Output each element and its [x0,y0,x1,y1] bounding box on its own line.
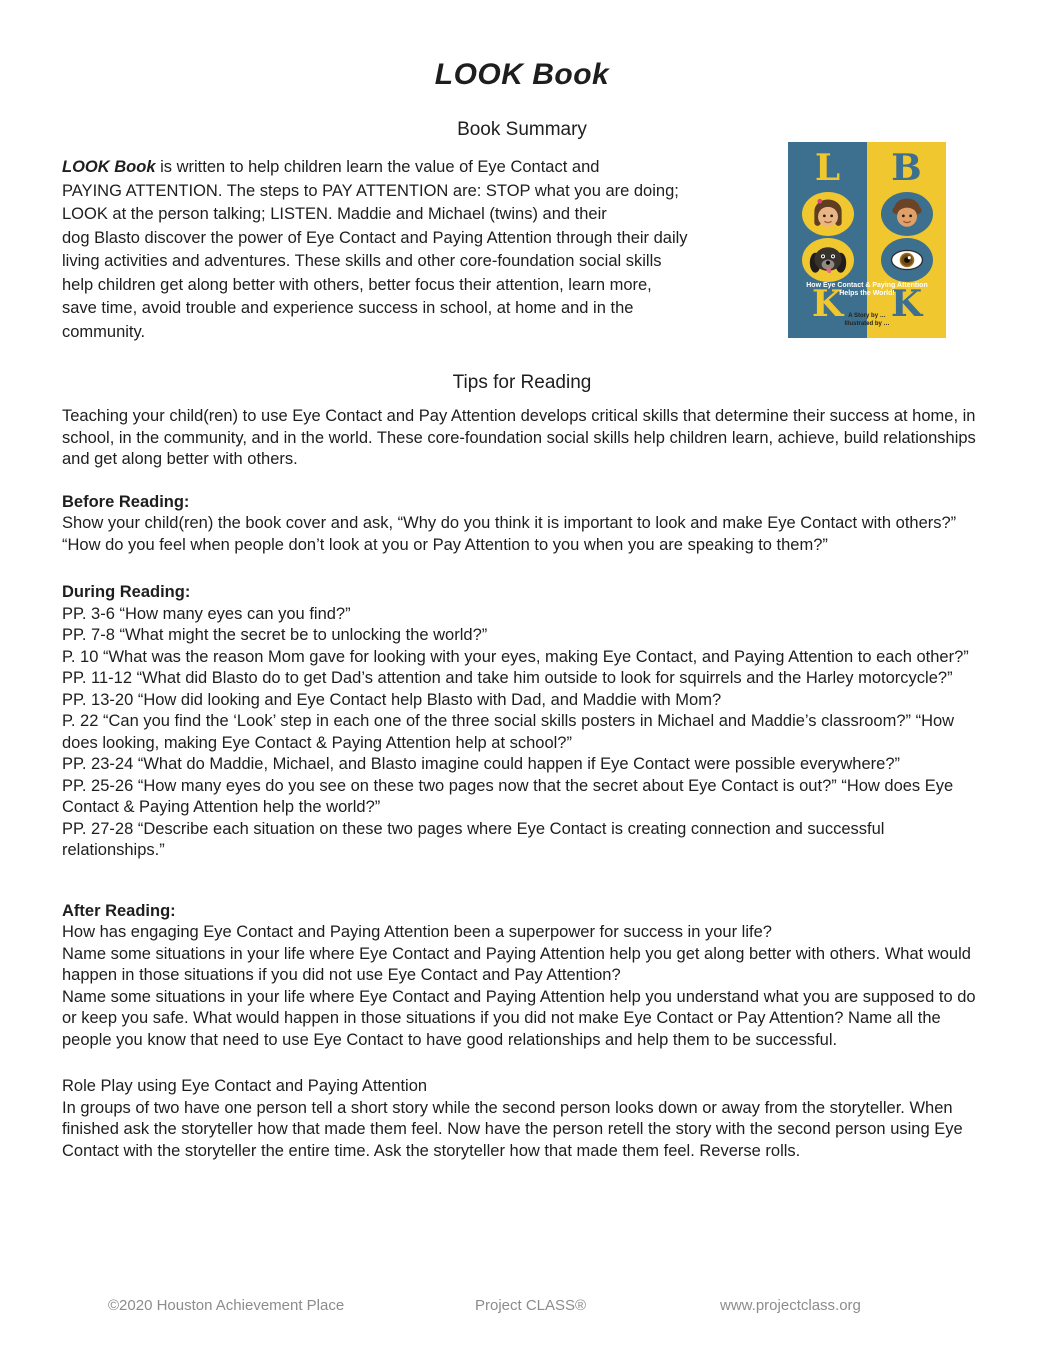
after-reading-list [62,922,982,1051]
cover-tagline-line1: How Eye Contact & Paying Attention [806,282,928,289]
page-title: LOOK Book [434,58,610,91]
cover-tagline-line2: Helps the World! [839,290,895,297]
cover-credit-line1: A Story by … [848,313,886,319]
tips-intro-paragraph: Teaching your child(ren) to use Eye Contact and Pay Attention develops critical skills that determine their success at home, in school, in the community, and in the world. These core-foundation social skills help children learn, achieve, build relationships and get along better with others. [62,407,976,468]
summary-line: living activities and adventures. These skills and other core-foundation social skills [62,252,662,270]
during-reading-item: PP. 23-24 “What do Maddie, Michael, and Blasto imagine could happen if Eye Contact were possible everywhere?” [62,755,900,773]
book-summary-heading: Book Summary [457,119,587,140]
after-reading-heading: After Reading: [62,901,176,920]
cover-credit-line2: Illustrated by … [844,321,890,327]
cover-letter-k-left: K [811,283,844,325]
summary-line: help children get along better with others, better focus their attention, learn more, [62,275,652,294]
role-play-paragraph: In groups of two have one person tell a short story while the second person looks down or away from the storyteller. When finished ask the storyteller how that made them feel. Now have the person retell the story with the second person using Eye Contact with the storyteller the entire time. Ask the storyteller how that made them feel. Reverse rolls. [62,1098,963,1160]
during-reading-item: P. 10 “What was the reason Mom gave for looking with your eyes, making Eye Contact, and Paying Attention to each other?” [62,647,969,666]
footer-website-link[interactable]: www.projectclass.org [720,1297,861,1314]
summary-line: LOOK at the person talking; LISTEN. Maddie and Michael (twins) and their [62,205,607,223]
before-reading-paragraph: Show your child(ren) the book cover and ask, “Why do you think it is important to look and make Eye Contact with others?” “How do you feel when people don’t look at you or Pay Attention to you when you are speaking to them?” [62,514,957,554]
cover-letter-k-right: K [890,283,923,325]
during-reading-item: PP. 7-8 “What might the secret be to unlocking the world?” [62,626,488,644]
role-play-heading: Role Play using Eye Contact and Paying Attention [62,1077,428,1095]
during-reading-heading: During Reading: [62,583,191,601]
summary-line: LOOK Book is written to help children learn the value of Eye Contact and [62,158,600,176]
summary-line: community. [62,322,146,341]
during-reading-list [62,604,982,862]
after-reading-item: How has engaging Eye Contact and Paying Attention been a superpower for success in your life? [62,923,772,941]
summary-line: save time, avoid trouble and experience success in school, at home and in the [62,299,634,317]
during-reading-item: PP. 25-26 “How many eyes do you see on these two pages now that the secret about Eye Contact is out?” “How does Eye Contact & Paying Attention help the world?” [62,776,954,816]
cover-letter-l: L [814,147,841,189]
footer-copyright: ©2020 Houston Achievement Place [108,1297,345,1314]
tips-for-reading-heading: Tips for Reading [452,372,592,393]
cover-letter-b: B [891,147,922,189]
during-reading-item: P. 22 “Can you find the ‘Look’ step in each one of the three social skills posters in Michael and Maddie’s classroom?” “How does looking, making Eye Contact & Paying Attention help at school?” [62,712,955,752]
summary-line: dog Blasto discover the power of Eye Contact and Paying Attention through their daily [62,228,688,247]
after-reading-item: Name some situations in your life where Eye Contact and Paying Attention help you get along better with others. What would happen in those situations if you did not use Eye Contact and Pay Attention? [62,944,971,984]
summary-line: PAYING ATTENTION. The steps to PAY ATTENTION are: STOP what you are doing; [62,181,679,200]
after-reading-item: Name some situations in your life where Eye Contact and Paying Attention help you understand what you are supposed to do or keep you safe. What would happen in those situations if you did not make Eye Contact or Pay Attention? Name all the people you know that need to use Eye Contact to have good relationships and help them to be successful. [62,987,976,1049]
during-reading-item: PP. 27-28 “Describe each situation on these two pages where Eye Contact is creating connection and successful relationships.” [62,819,885,859]
footer-brand: Project CLASS® [475,1297,587,1314]
during-reading-item: PP. 13-20 “How did looking and Eye Contact help Blasto with Dad, and Maddie with Mom? [62,690,722,709]
before-reading-heading: Before Reading: [62,492,190,511]
during-reading-item: PP. 11-12 “What did Blasto do to get Dad’s attention and take him outside to look for squirrels and the Harley motorcycle?” [62,669,953,687]
during-reading-item: PP. 3-6 “How many eyes can you find?” [62,604,351,623]
book-summary-paragraph [62,156,782,344]
book-title-inline: LOOK Book [62,158,156,176]
